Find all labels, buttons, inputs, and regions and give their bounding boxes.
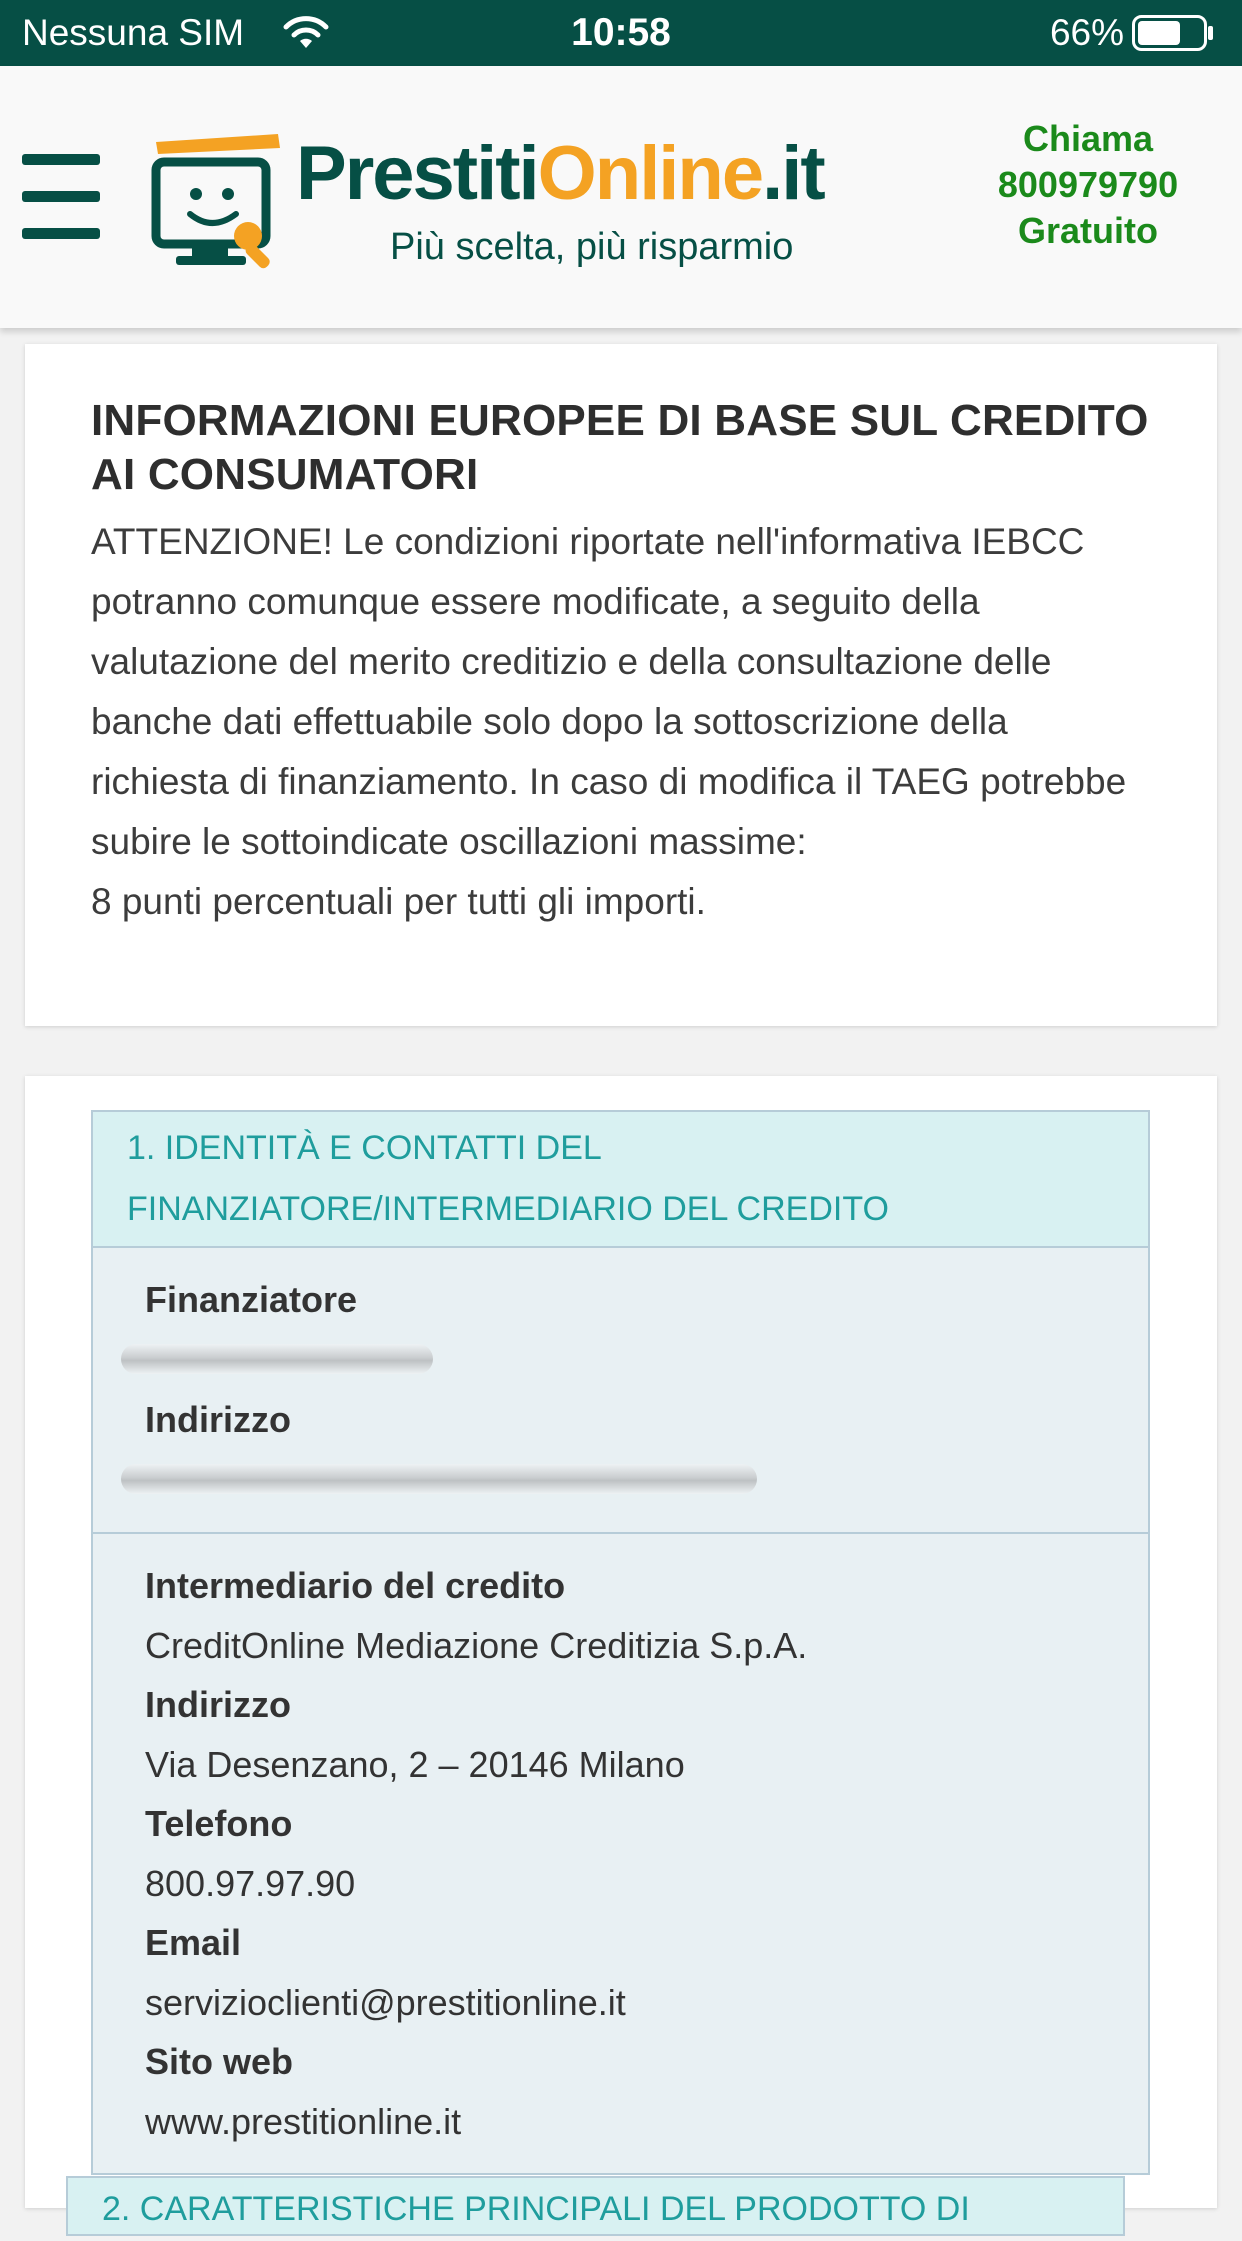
redacted-lender-address [121,1464,757,1494]
section-lender-contacts [91,1110,1150,2175]
info-table-card [25,1076,1217,2208]
redacted-lender-name [121,1344,433,1374]
section-1-title: 1. IDENTITÀ E CONTATTI DEL FINANZIATORE/INTERMEDIARIO DEL CREDITO [93,1112,1148,1248]
website-value[interactable]: www.prestitionline.it [145,2101,462,2142]
website-label: Sito web [145,2041,294,2082]
section-product-features [66,2176,1125,2236]
phone-label: Telefono [145,1803,293,1844]
intro-card [25,344,1217,1026]
intro-disclaimer [91,512,1151,932]
lender-row [93,1248,1148,1534]
disclaimer-variation: 8 punti percentuali per tutti gli importi. [91,881,706,922]
email-value[interactable]: servizioclienti@prestitionline.it [145,1982,626,2023]
intermediary-row [93,1534,1148,2173]
phone-value[interactable]: 800.97.97.90 [145,1863,356,1904]
email-label: Email [145,1922,242,1963]
intermediary-value: CreditOnline Mediazione Creditizia S.p.A. [145,1625,808,1666]
clock: 10:58 [571,11,671,54]
lender-address-label: Indirizzo [145,1399,291,1440]
call-line-1: Chiama [1022,118,1154,159]
call-phone-number: 800979790 [997,164,1179,205]
disclaimer-text: ATTENZIONE! Le condizioni riportate nell'informativa IEBCC potranno comunque essere modificate, a seguito della valutazione del merito creditizio e della consultazione delle banche dati effettuabile solo dopo la sottoscrizione della richiesta di finanziamento. In caso di modifica il TAEG potrebbe subire le sottoindicate oscillazioni massime: [91,521,1127,862]
logo-wordmark: PrestitiOnline.it [296,131,824,216]
battery-icon [1132,15,1216,51]
lender-label: Finanziatore [145,1279,358,1320]
prestitionline-logo[interactable] [148,124,824,274]
carrier-label: Nessuna SIM [22,12,245,53]
address-value: Via Desenzano, 2 – 20146 Milano [145,1744,685,1785]
call-line-3: Gratuito [1018,210,1158,251]
site-header [0,66,1242,328]
page-title: INFORMAZIONI EUROPEE DI BASE SUL CREDITO AI CONSUMATORI [91,396,1149,499]
logo-tagline: Più scelta, più risparmio [390,226,794,268]
intermediary-label: Intermediario del credito [145,1565,566,1606]
address-label: Indirizzo [145,1684,291,1725]
section-2-title: 2. CARATTERISTICHE PRINCIPALI DEL PRODOTTO DI [102,2190,970,2228]
logo-monitor-icon [148,124,288,274]
hamburger-menu-icon[interactable] [22,154,102,238]
status-bar [0,0,1242,66]
call-free-number-link[interactable] [978,116,1198,254]
battery-percent: 66% [1049,12,1124,53]
